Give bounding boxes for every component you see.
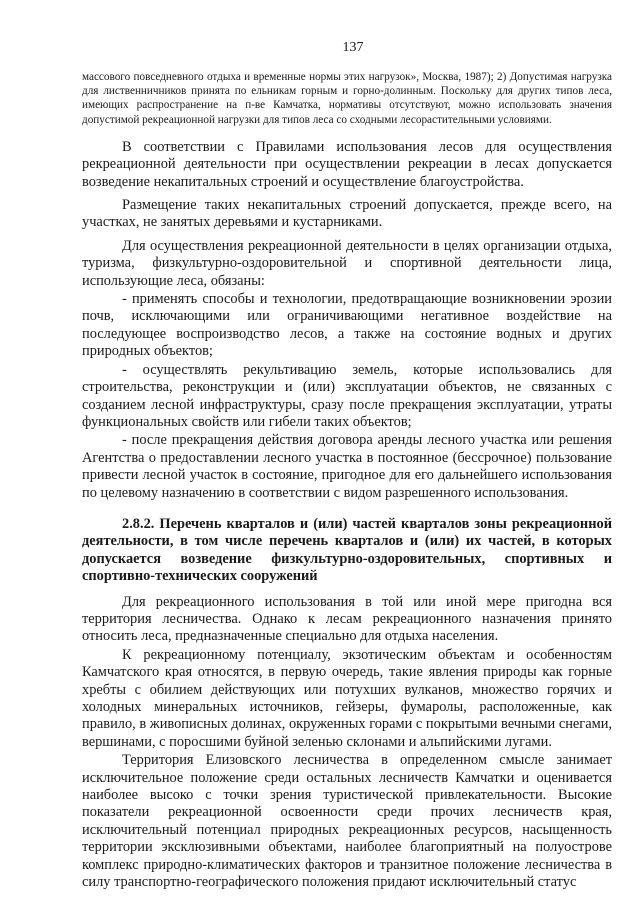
paragraph-suitability: Для рекреационного использования в той или иной мере пригодна вся территория лесничества. Однако к лесам рекреационного назначения принято относить леса, предназначенные специально для отдыха населения. bbox=[82, 593, 612, 645]
paragraph-potential: К рекреационному потенциалу, экзотическим объектам и особенностям Камчатского края относятся, в первую очередь, такие явления природы как горные хребты с обилием действующих или потухших вулканов, множество горячих и холодных минеральных источников, гейзеры, фумаролы, расположенные, как правило, в живописных долинах, окруженных горами с покрытыми вечными снегами, вершинами, с поросшими буйной зеленью склонами и альпийскими лугами. bbox=[82, 646, 612, 750]
paragraph-placement: Размещение таких некапитальных строений допускается, прежде всего, на участках, не занятых деревьями и кустарниками. bbox=[82, 197, 612, 231]
paragraph-obligations: Для осуществления рекреационной деятельности в целях организации отдыха, туризма, физкультурно-оздоровительной и спортивной деятельности лица, использующие леса, обязаны: bbox=[82, 237, 612, 289]
list-item-recultivation: - осуществлять рекультивацию земель, которые использовались для строительства, реконструкции и (или) эксплуатации объектов, не связанных с созданием лесной инфраструктуры, сразу после прекращения эксплуатации, утраты функциональных свойств или гибели таких объектов; bbox=[82, 361, 612, 430]
section-heading: 2.8.2. Перечень кварталов и (или) частей кварталов зоны рекреационной деятельности, в том числе перечень кварталов и (или) их частей, в которых допускается возведение физкультурно-оздоровительных, спортивных и спортивно-технических сооружений bbox=[82, 515, 612, 585]
list-item-after-lease: - после прекращения действия договора аренды лесного участка или решения Агентства о предоставлении лесного участка в постоянное (бессрочное) пользование привести лесной участок в состояние, пригодное для его дальнейшего использования по целевому назначению в соответствии с видом разрешенного использования. bbox=[82, 432, 612, 501]
list-item-technologies: - применять способы и технологии, предотвращающие возникновении эрозии почв, исключающими или ограничивающими негативное воздействие на последующее воспроизводство лесов, а также на состояние водных и других природных объектов; bbox=[82, 291, 612, 360]
paragraph-elizovo: Территория Елизовского лесничества в определенном смысле занимает исключительное положение среди остальных лесничеств Камчатки и оценивается наиболее высоко с точки зрения туристической привлекательности. Высокие показатели рекреационной освоенности среди прочих лесничеств края, исключительный потенциал природных рекреационных ресурсов, насыщенность территории эксклюзивными объектами, наиболее благоприятный на полуострове комплекс природно-климатических факторов и транзитное положение лесничества в силу транспортно-географического положения придают исключительный статус bbox=[82, 752, 612, 891]
page-number: 137 bbox=[342, 40, 364, 55]
footnote-text: массового повседневного отдыха и временные нормы этих нагрузок», Москва, 1987); 2) Допустимая нагрузка для лиственничников принята по ельникам горным и горно-долинным. Поскольку для других типов леса, имеющих распространение на п-ве Камчатка, нормативы отсутствуют, можно использовать значения допустимой рекреационной нагрузки для типов леса со сходными лесорастительными условиями. bbox=[82, 71, 612, 126]
paragraph-rules: В соответствии с Правилами использования лесов для осуществления рекреационной деятельности при осуществлении рекреации в лесах допускается возведение некапитальных строений и осуществление благоустройства. bbox=[82, 138, 612, 190]
